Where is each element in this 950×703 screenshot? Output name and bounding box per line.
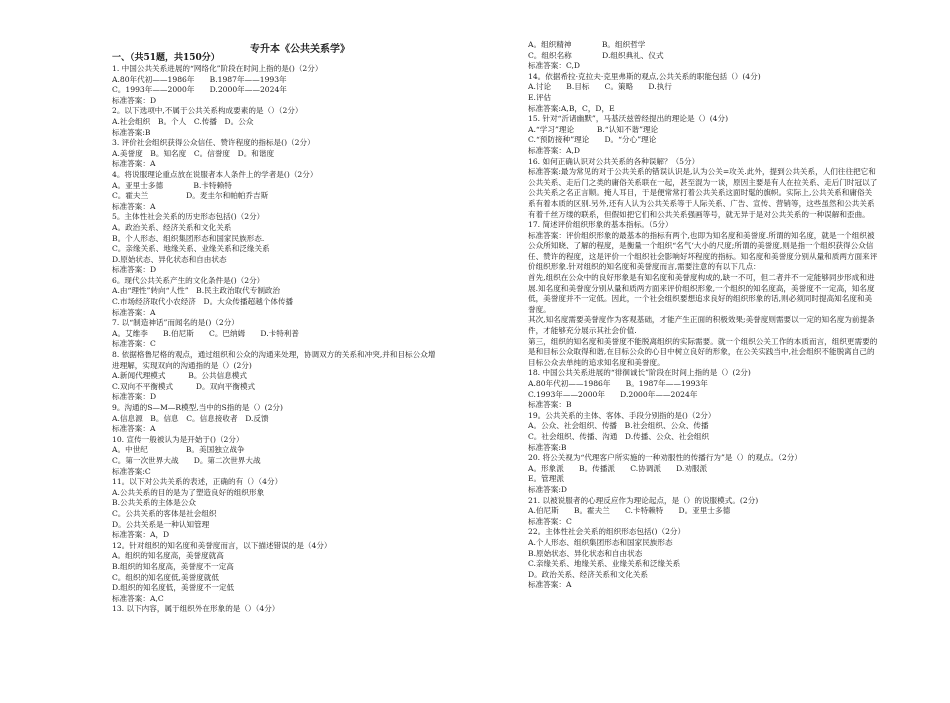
text-line: 4。将说服理论重点放在说服者本人条件上的学者是()（2分） <box>112 169 318 179</box>
text-line: 标准答案:C <box>112 466 151 476</box>
text-line: 标准答案：D <box>112 265 157 275</box>
text-line: 21. 以被说服者的心理反应作为理论起点，是（）的说服模式。(2分) <box>528 495 759 505</box>
answer-17-part-1: 标准答案：评价组织形象的最基本的指标有两个,也即为知名度和美誉度.所谓的知名度，就是一个组织被公众所知晓、了解的程度，是衡量一个组织“名气‘大小的尺度;所谓的美誉度,则是指一个组织获得公众信任、赞许的程度，这是评价一个组织社会影响好坏程度的指标。知名度和美誉度分别从量和质两方面来评价组织形象.针对组织的知名度和美誉度而言,需要注意的有以下几点： <box>528 230 878 272</box>
text-line: 进理解，实现双向的沟通指的是（）(2分) <box>112 360 252 370</box>
text-line: C。1993年——2000年 D.2000年——2024年 <box>112 85 287 95</box>
text-line: A.公共关系的目的是为了塑造良好的组织形象 <box>112 487 265 497</box>
text-line: 12。针对组织的知名度和美誉度而言，以下描述错误的是（4分） <box>112 540 332 550</box>
text-line: C.1993年——2000年 D.2000年——2024年 <box>528 389 698 399</box>
text-line: A。公众、社会组织、传播 B.社会组织、公众、传播 <box>528 421 709 431</box>
text-line: A。政治关系、经济关系和文化关系 <box>112 222 232 232</box>
text-line: 6。现代公共关系产生的文化条件是()（2分） <box>112 275 265 285</box>
text-line: A。艾维李 B.伯尼斯 C。巴纳姆 D.卡特利普 <box>112 328 299 338</box>
text-line: 1. 中国公共关系进展的“网络化”阶段在时间上指的是()（2分） <box>112 64 323 73</box>
text-line: 3. 评价社会组织获得公众信任、赞许程度的指标是()（2分） <box>112 138 315 148</box>
answer-17-part-3: 其次,知名度需要美誉度作为客观基础，才能产生正面的积极效果;美誉度则需要以一定的知名度为前提条件，才能够充分展示其社会价值. <box>528 315 875 336</box>
left-column <box>112 52 512 615</box>
text-line: A。中世纪 B。美国独立战争 <box>112 445 245 455</box>
text-line: C.市场经济取代小农经济 D。大众传播超越个体传播 <box>112 297 294 307</box>
text-line: A.信息源 B。信息 C。信息接收者 D.反馈 <box>112 413 269 423</box>
text-line: B.原始状态、异化状态和自由状态 <box>528 548 643 558</box>
document-title: 专升本《公共关系学》 <box>250 44 350 55</box>
text-line: 标准答案：A，D <box>112 530 170 540</box>
text-line: 标准答案：A <box>112 159 156 169</box>
text-line: D.组织的知名度低，美誉度不一定低 <box>112 583 235 593</box>
text-line: 标准答案：A <box>528 580 572 590</box>
text-line: C。第一次世界大战 D。第二次世界大战 <box>112 455 261 465</box>
text-line: 标准答案：A,D <box>528 145 580 155</box>
text-line: A。组织精神 B。组织哲学 <box>528 40 646 49</box>
text-line: 标准答案：C <box>528 516 572 526</box>
text-line: 20. 将公关视为“代理客户所实施的一种劝服性的传播行为”是（）的观点。（2分） <box>528 453 802 463</box>
text-line: 标准答案:A,B，C，D，E <box>528 103 615 113</box>
text-line: A。亚里士多德 B.卡特赖特 <box>112 180 232 190</box>
text-line: A.个人形态、组织集团形态和国家民族形态 <box>528 537 673 547</box>
text-line: A.社会组织 B。个人 C.传播 D。公众 <box>112 116 254 126</box>
text-line: 11。以下对公共关系的表述，正确的有（）（4分） <box>112 477 283 487</box>
text-line: C。霍夫兰 D。麦圭尔和帕帕乔吉斯 <box>112 191 269 201</box>
answer-17-part-4: 第三，组织的知名度和美誉度不能脱离组织的实际需要。就一个组织公关工作的本质而言，组织更需要的是和目标公众取得和谐,在目标公众的心目中树立良好的形象，在公关实践当中,社会组织不能脱离自己的目标公众去单纯的追求知名度和美誉度。 <box>528 336 878 367</box>
text-line: 标准答案:D <box>528 484 568 494</box>
text-line: A.由“理性”转向“人性” B.民主政治取代专制政治 <box>112 286 281 296</box>
text-line: 标准答案:B <box>112 127 151 137</box>
text-line: C.双向不平衡模式 D。双向平衡模式 <box>112 381 256 391</box>
text-line: 14。依据希拉·克拉夫·克里弗斯的观点,公共关系的职能包括（）(4分) <box>528 71 761 81</box>
text-line: C。公共关系的客体是社会组织 <box>112 508 217 518</box>
text-line: 标准答案：A <box>112 424 156 434</box>
text-line: D。公共关系是一种认知管理 <box>112 519 210 529</box>
text-line: A.80年代初——1986年 B.1987年——1993年 <box>112 74 287 84</box>
text-line: A。形象派 B。传播派 C.协调派 D.劝服派 <box>528 463 708 473</box>
text-line: 13. 以下内容，属于组织外在形象的是（）（4分） <box>112 604 280 614</box>
text-line: C。社会组织、传播、沟通 D.传播、公众、社会组织 <box>528 431 710 441</box>
text-line: B.组织的知名度高，美誉度不一定高 <box>112 561 234 571</box>
text-line: 22。主体性社会关系的组织形态包括()（2分） <box>528 527 686 537</box>
text-line: 标准答案:B <box>528 442 567 452</box>
right-column <box>528 40 878 591</box>
text-line: A.“学习”理论 B.“认知不谐”理论 <box>528 124 659 134</box>
text-line: 10. 宣传一般被认为是开始于()（2分） <box>112 434 244 444</box>
text-line: D。政治关系、经济关系和文化关系 <box>528 569 648 579</box>
text-line: C。组织名称 D.组织典礼、仪式 <box>528 50 664 60</box>
section-heading: 一、（共51题，共150分） <box>112 53 220 63</box>
answer-17-part-2: 首先,组织在公众中的良好形象是有知名度和美誉度构成的,缺一不可，但二者并不一定能够同步形成和进展.知名度和美誉度分别从量和质两方面来评价组织形象,一个组织的知名度高，美誉度不一定高，知名度低，美誉度并不一定低。因此，一个社会组织要想追求良好的组织形象的话,则必须同时提高知名度和美誉度。 <box>528 273 875 314</box>
text-line: 标准答案：C,D <box>528 61 581 71</box>
text-line: 19。公共关系的主体、客体、手段分别指的是()（2分） <box>528 410 716 420</box>
text-line: 标准答案：D <box>112 95 157 105</box>
text-line: 18. 中国公共关系进展的“徘徊诚长”阶段在时间上指的是（）(2分) <box>528 368 751 378</box>
text-line: 标准答案：A <box>112 307 156 317</box>
text-line: A.新闻代理模式 B。公共信息模式 <box>112 371 247 381</box>
text-line: C.亲缘关系、地缘关系、业缘关系和泛缘关系 <box>528 559 681 569</box>
text-line: E。管理派 <box>528 474 564 484</box>
text-line: C。组织的知名度低,美誉度就低 <box>112 572 219 582</box>
text-line: 8. 依据格鲁尼格的观点，通过组织和公众的沟通来处理，协调双方的关系和冲突,并和目标公众增 <box>112 350 436 360</box>
text-line: A.80年代初——1986年 B。1987年——1993年 <box>528 379 708 388</box>
text-line: C.“预防接种”理论 D。“分心”理论 <box>528 135 657 145</box>
text-line: 标准答案：B <box>528 400 572 410</box>
left-question-list <box>112 64 512 615</box>
text-line: A.讨论 B.目标 C。策略 D.执行 <box>528 82 672 92</box>
text-line: C。亲缘关系、地缘关系、业缘关系和泛缘关系 <box>112 244 270 254</box>
text-line: 5。主体性社会关系的历史形态包括()（2分） <box>112 212 265 222</box>
text-line: 16. 如何正确认识对公共关系的各种误解？（5分） <box>528 156 700 166</box>
question-17: 17. 简述评价组织形象的基本指标。（5分） <box>528 220 673 230</box>
answer-16-text: 标准答案:最为常见的对于公共关系的错误认识是,认为公关=攻关.此外，提到公共关系，人们往往把它和公共关系、走后门之类的庸俗关系联在一起，甚至混为一谈，原因主要是有人在拉关系、走后门时冠以了公共关系之名正言顺。掩人耳目，于是便常常打着公共关系这面时髦的旗帜。实际上,公共关系和庸俗关系有着本质的区别.另外,还有人认为公共关系等于人际关系、广告、宣传、营销等，这些虽然和公共关系有着千丝万缕的联系，但假如把它们和公共关系强画等号，就无异于是对公共关系的一种误解和歪曲。 <box>528 167 878 219</box>
text-line: A.伯尼斯 B。霍夫兰 C.卡特赖特 D。亚里士多德 <box>528 506 731 516</box>
text-line: 标准答案：A,C <box>112 593 164 603</box>
text-line: D.原始状态、异化状态和自由状态 <box>112 254 227 264</box>
text-line: 9。沟通的S—M—R模型,当中的S指的是（）(2分) <box>112 403 283 412</box>
right-question-list-b <box>528 368 878 590</box>
text-line: A.美誉度 B。知名度 C。信誉度 D。和谐度 <box>112 148 275 158</box>
text-line: 15. 针对“沂诸幽默”，马基沃兹曾经提出的理论是（）(4分) <box>528 114 729 124</box>
text-line: 标准答案：D <box>112 392 157 402</box>
text-line: 标准答案：C <box>112 339 156 349</box>
text-line: B.公共关系的主体是公众 <box>112 498 196 508</box>
right-question-list-a <box>528 40 878 167</box>
text-line: B。个人形态、组织集团形态和国家民族形态. <box>112 233 265 243</box>
text-line: 标准答案：A <box>112 201 156 211</box>
text-line: A。组织的知名度高，美誉度就高 <box>112 551 224 561</box>
text-line: 2。以下选项中,不属于公共关系构成要素的是（）（2分） <box>112 106 303 116</box>
text-line: E.评估 <box>528 92 552 102</box>
text-line: 7. 以“制造神话”而闻名的是()（2分） <box>112 318 239 328</box>
